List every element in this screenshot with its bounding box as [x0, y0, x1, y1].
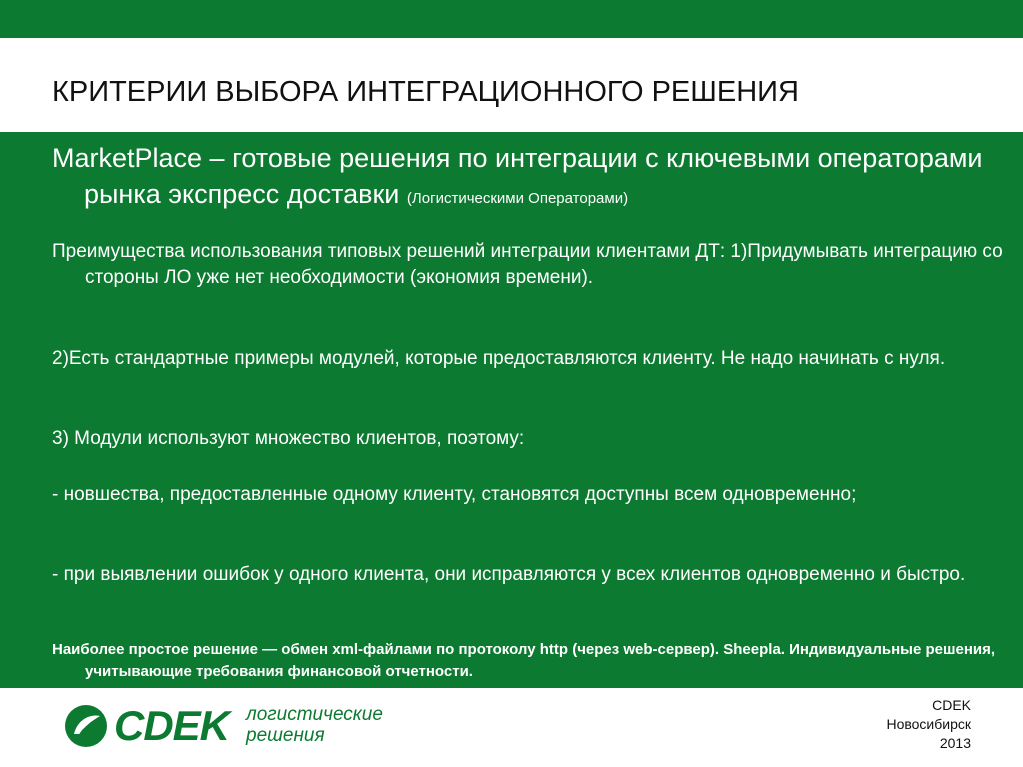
logo-wordmark: СDEK: [114, 702, 230, 749]
logo-tagline: логистические решения: [246, 704, 383, 746]
lead-text: MarketPlace – готовые решения по интеграции с ключевыми операторами рынка экспресс доставки: [52, 143, 983, 209]
lead-statement: [52, 140, 1023, 217]
footer-company: CDEK: [932, 697, 971, 713]
lead-note: (Логистическими Операторами): [406, 190, 629, 207]
title-bar: [0, 38, 1023, 132]
slide-footer: [0, 688, 1023, 767]
cdek-leaf-mark-icon: [64, 704, 108, 748]
advantages-paragraph: Преимущества использования типовых решений интеграции клиентами ДТ: 1)Придумывать интеграцию со стороны ЛО уже нет необходимости (экономия времени).: [52, 241, 1003, 288]
slide-title: КРИТЕРИИ ВЫБОРА ИНТЕГРАЦИОННОГО РЕШЕНИЯ: [52, 76, 799, 108]
footer-year: 2013: [939, 735, 971, 751]
content-panel: [0, 132, 1023, 688]
dash-item-bugfixes: - при выявлении ошибок у одного клиента, они исправляются у всех клиентов одновременно и быстро.: [52, 564, 966, 585]
top-green-band: [0, 0, 1023, 38]
advantage-item-2: 2)Есть стандартные примеры модулей, которые предоставляются клиенту. Не надо начинать с нуля.: [52, 348, 946, 369]
cdek-logo: [64, 702, 424, 752]
summary-note: Наиболее простое решение — обмен xml-файлами по протоколу http (через web-сервер). Sheepla. Индивидуальные решения, учитывающие требования финансовой отчетности.: [52, 641, 996, 680]
dash-item-updates: - новшества, предоставленные одному клиенту, становятся доступны всем одновременно;: [52, 484, 857, 505]
footer-info: [886, 696, 971, 753]
footer-city: Новосибирск: [886, 716, 971, 732]
advantage-item-3: 3) Модули используют множество клиентов, поэтому:: [52, 428, 525, 449]
